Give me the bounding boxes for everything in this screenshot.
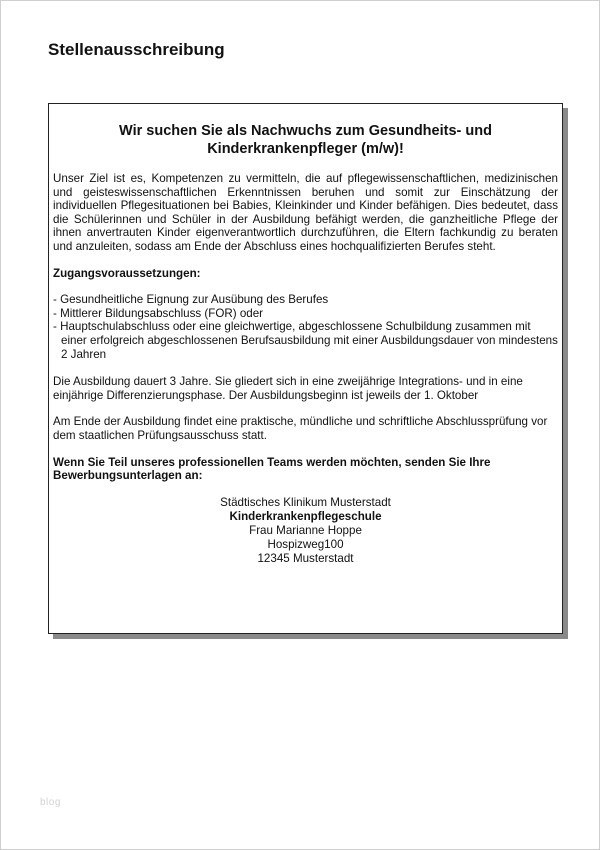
duration-paragraph: Die Ausbildung dauert 3 Jahre. Sie gliedert sich in eine zweijährige Integrations- und in eine einjährige Differenzierungsphase. Der Ausbildungsbeginn ist jeweils der 1. Oktober <box>53 375 523 402</box>
requirements-heading: Zugangsvoraussetzungen: <box>53 266 201 280</box>
address-department: Kinderkrankenpflegeschule <box>229 509 382 523</box>
contact-address <box>53 496 558 566</box>
call-to-action: Wenn Sie Teil unseres professionellen Teams werden möchten, senden Sie Ihre Bewerbungsunterlagen an: <box>53 455 491 483</box>
watermark: blog <box>40 797 61 808</box>
intro-paragraph: Unser Ziel ist es, Kompetenzen zu vermitteln, die auf pflegewissenschaftlichen, medizinischen und geisteswissenschaftlichen Erkenntnissen beruhen und somit zur Einschätzung der individuellen Pflegesituationen bei Babies, Kleinkinder und Kinder befähigen. Dies bedeutet, dass die Schülerinnen und Schüler in der Ausbildung befähigt werden, die ganzheitliche Pflege der ihnen anvertrauten Kinder eigenverantwortlich durchzuführen, die Eltern fachkundig zu beraten und anzuleiten, sodass am Ende der Abschluss eines hochqualifizierten Berufes steht. <box>53 172 558 253</box>
headline-line-1: Wir suchen Sie als Nachwuchs zum Gesundheits- und <box>119 123 492 139</box>
headline-line-2: Kinderkrankenpfleger (m/w)! <box>207 141 404 157</box>
address-city: 12345 Musterstadt <box>257 551 354 565</box>
address-organization: Städtisches Klinikum Musterstadt <box>220 495 391 509</box>
requirement-item: - Mittlerer Bildungsabschluss (FOR) oder <box>53 306 264 320</box>
exam-paragraph: Am Ende der Ausbildung findet eine praktische, mündliche und schriftliche Abschlussprüfung vor dem staatlichen Prüfungsausschuss statt. <box>53 415 548 442</box>
requirement-item: - Gesundheitliche Eignung zur Ausübung des Berufes <box>53 293 329 307</box>
requirements-list <box>53 293 558 361</box>
document-title: Stellenausschreibung <box>48 40 225 59</box>
address-contact-person: Frau Marianne Hoppe <box>249 523 362 537</box>
requirement-item: einer erfolgreich abgeschlossenen Berufsausbildung mit einer Ausbildungsdauer von mindestens 2 Jahren <box>61 333 558 361</box>
address-street: Hospizweg100 <box>267 537 344 551</box>
headline <box>53 122 558 158</box>
requirement-item: - Hauptschulabschluss oder eine gleichwertige, abgeschlossene Schulbildung zusammen mit <box>53 320 531 334</box>
job-ad-box <box>48 103 563 634</box>
